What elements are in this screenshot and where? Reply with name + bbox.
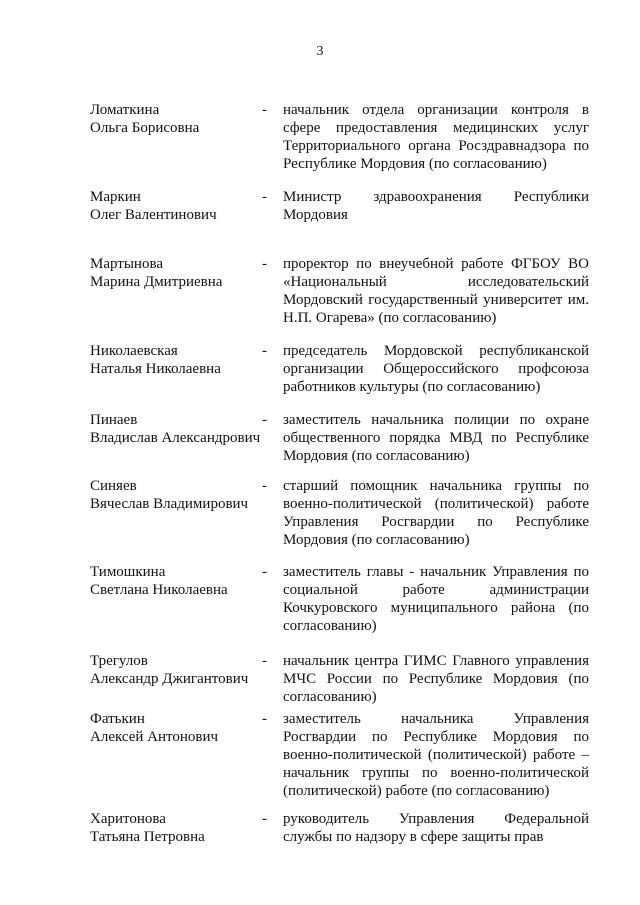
member-name xyxy=(90,810,265,846)
member-name xyxy=(90,188,265,224)
member-position: Министр здравоохранения Республики Мордовия xyxy=(283,189,589,223)
page-number: 3 xyxy=(316,44,324,59)
member-surname: Трегулов xyxy=(90,653,148,669)
separator-dash: - xyxy=(262,189,267,205)
separator-dash: - xyxy=(262,256,267,272)
member-surname: Маркин xyxy=(90,189,141,205)
member-surname: Синяев xyxy=(90,478,137,494)
member-position: председатель Мордовской республиканской организации Общероссийского профсоюза работников культуры (по согласованию) xyxy=(283,343,589,395)
member-position: руководитель Управления Федеральной службы по надзору в сфере защиты прав xyxy=(283,811,589,845)
member-position: начальник центра ГИМС Главного управления МЧС России по Республике Мордовия (по согласованию) xyxy=(283,653,589,705)
member-given-names: Светлана Николаевна xyxy=(90,582,228,598)
separator-dash: - xyxy=(262,564,267,580)
member-name xyxy=(90,411,265,447)
member-position: заместитель главы - начальник Управления по социальной работе администрации Кочкуровского муниципального района (по согласованию) xyxy=(283,564,589,634)
member-given-names: Наталья Николаевна xyxy=(90,361,221,377)
member-name xyxy=(90,652,265,688)
member-surname: Ломаткина xyxy=(90,102,160,118)
member-name xyxy=(90,477,265,513)
member-position: заместитель начальника полиции по охране общественного порядка МВД по Республике Мордовия (по согласованию) xyxy=(283,412,589,464)
separator-dash: - xyxy=(262,711,267,727)
separator-dash: - xyxy=(262,412,267,428)
separator-dash: - xyxy=(262,102,267,118)
member-given-names: Олег Валентинович xyxy=(90,207,217,223)
member-name xyxy=(90,255,265,291)
member-name xyxy=(90,710,265,746)
member-surname: Пинаев xyxy=(90,412,138,428)
separator-dash: - xyxy=(262,343,267,359)
member-surname: Мартынова xyxy=(90,256,164,272)
member-given-names: Александр Джигантович xyxy=(90,671,249,687)
member-surname: Николаевская xyxy=(90,343,178,359)
member-given-names: Алексей Антонович xyxy=(90,729,219,745)
member-name xyxy=(90,342,265,378)
separator-dash: - xyxy=(262,478,267,494)
member-surname: Харитонова xyxy=(90,811,166,827)
member-position: начальник отдела организации контроля в сфере предоставления медицинских услуг Территориального органа Росздравнадзора по Республике Мордовия (по согласованию) xyxy=(283,102,589,172)
member-given-names: Ольга Борисовна xyxy=(90,120,200,136)
member-given-names: Вячеслав Владимирович xyxy=(90,496,249,512)
separator-dash: - xyxy=(262,653,267,669)
member-surname: Фатькин xyxy=(90,711,145,727)
member-given-names: Владислав Александрович xyxy=(90,430,261,446)
member-position: заместитель начальника Управления Росгвардии по Республике Мордовия по военно-политической (политической) работе – начальник группы по военно-политической (политической) работе (по согласованию) xyxy=(283,711,589,799)
member-given-names: Марина Дмитриевна xyxy=(90,274,223,290)
member-given-names: Татьяна Петровна xyxy=(90,829,205,845)
member-name xyxy=(90,563,265,599)
member-position: старший помощник начальника группы по военно-политической (политической) работе Управления Росгвардии по Республике Мордовия (по согласованию) xyxy=(283,478,589,548)
member-position: проректор по внеучебной работе ФГБОУ ВО «Национальный исследовательский Мордовский государственный университет им. Н.П. Огарева» (по согласованию) xyxy=(283,256,589,326)
member-name xyxy=(90,101,265,137)
member-surname: Тимошкина xyxy=(90,564,166,580)
separator-dash: - xyxy=(262,811,267,827)
